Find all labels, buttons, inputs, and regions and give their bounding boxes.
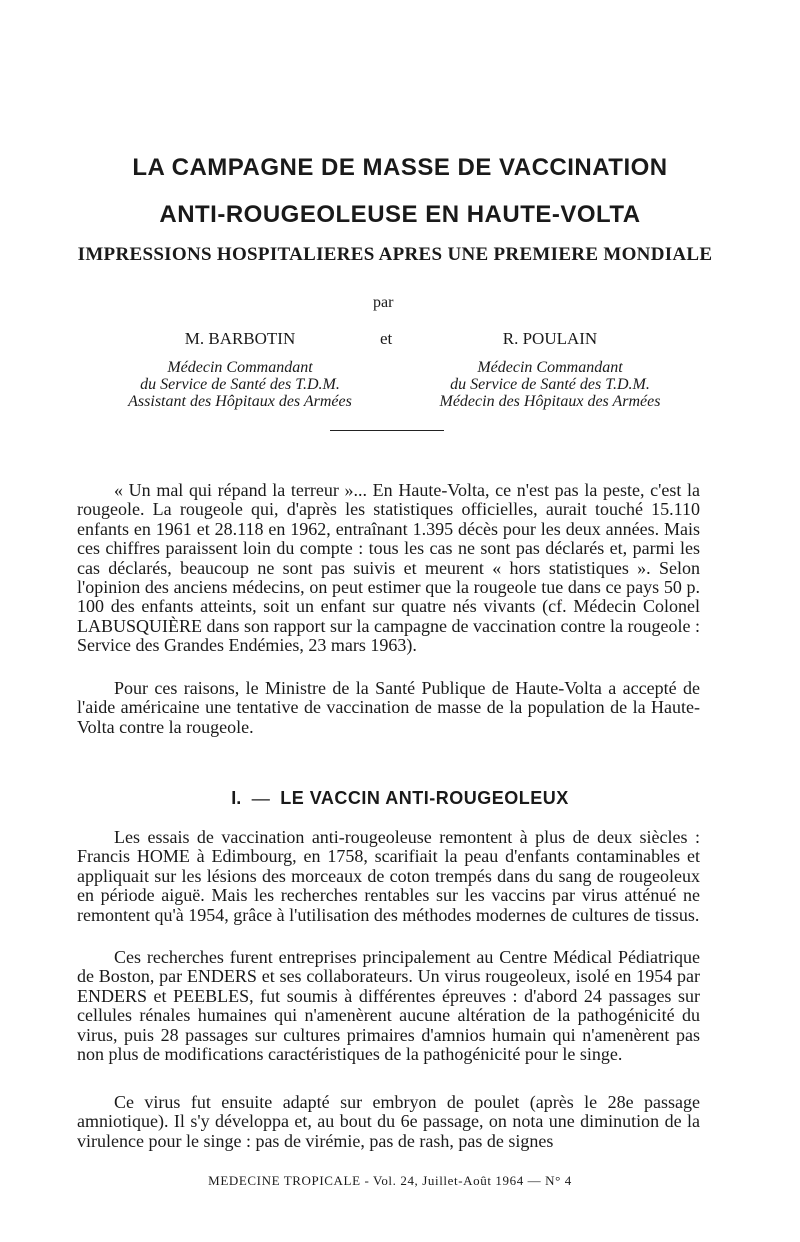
- byline-et: et: [380, 329, 393, 348]
- section-number: I.: [231, 788, 242, 808]
- author-name: M. BARBOTIN: [184, 329, 296, 348]
- section-heading: [0, 788, 800, 809]
- author-role: Médecin Commandant: [477, 359, 623, 376]
- author-role: Médecin Commandant: [167, 359, 313, 376]
- paragraph-research: Ces recherches furent entreprises principalement au Centre Médical Pédiatrique de Boston, par ENDERS et ses collaborateurs. Un virus rougeoleux, isolé en 1954 par ENDERS et PEEBLES, fut soumis à différentes épreuves : d'abord 24 passages sur cellules rénales humaines qui n'amenèrent aucune altération de la pathogénicité du virus, puis 28 passages sur cultures primaires d'amnios humain qui n'amenèrent pas non plus de modifications caractéristiques de la pathogénicité pour le singe.: [77, 947, 700, 1065]
- paragraph-history: Les essais de vaccination anti-rougeoleuse remontent à plus de deux siècles : Francis HOME à Edimbourg, en 1758, scarifiait la peau d'enfants contaminables et appliquait sur les lésions des morceaux de coton trempés dans du sang de rougeoleux en période aiguë. Mais les recherches rentables sur les vaccins par virus atténué ne remontent qu'à 1954, grâce à l'utilisation des méthodes modernes de cultures de tissus.: [77, 827, 700, 925]
- author-role: Assistant des Hôpitaux des Armées: [128, 393, 352, 410]
- section-dash: —: [251, 788, 270, 808]
- author-name: R. POULAIN: [502, 329, 598, 348]
- byline-par: par: [373, 294, 394, 311]
- journal-footer: MEDECINE TROPICALE - Vol. 24, Juillet-Août 1964 — N° 4: [208, 1173, 572, 1188]
- section-title: LE VACCIN ANTI-ROUGEOLEUX: [280, 788, 569, 808]
- subtitle: IMPRESSIONS HOSPITALIERES APRES UNE PREMIERE MONDIALE: [77, 244, 713, 265]
- paragraph-adaptation: Ce virus fut ensuite adapté sur embryon de poulet (après le 28e passage amniotique). Il s'y développa et, au bout du 6e passage, on nota une diminution de la virulence pour le singe : pas de virémie, pas de rash, pas de signes: [77, 1092, 700, 1151]
- author-role: du Service de Santé des T.D.M.: [450, 376, 650, 393]
- title-line-1: LA CAMPAGNE DE MASSE DE VACCINATION: [132, 154, 668, 181]
- author-block-barbotin: [100, 329, 380, 410]
- author-role: Médecin des Hôpitaux des Armées: [439, 393, 661, 410]
- paragraph-reasons: Pour ces raisons, le Ministre de la Santé Publique de Haute-Volta a accepté de l'aide américaine une tentative de vaccination de masse de la population de la Haute-Volta contre la rougeole.: [77, 678, 700, 737]
- author-role: du Service de Santé des T.D.M.: [140, 376, 340, 393]
- separator-rule: [330, 430, 444, 431]
- paragraph-intro: « Un mal qui répand la terreur »... En Haute-Volta, ce n'est pas la peste, c'est la rougeole. La rougeole qui, d'après les statistiques officielles, aurait touché 15.110 enfants en 1961 et 28.118 en 1962, entraînant 1.395 décès pour les deux années. Mais ces chiffres paraissent loin du compte : tous les cas ne sont pas déclarés et, parmi les cas déclarés, beaucoup ne sont pas suivis et meurent « hors statistiques ». Selon l'opinion des anciens médecins, on peut estimer que la rougeole tue dans ce pays 50 p. 100 des enfants atteints, soit un enfant sur quatre nés vivants (cf. Médecin Colonel LABUSQUIÈRE dans son rapport sur la campagne de vaccination contre la rougeole : Service des Grandes Endémies, 23 mars 1963).: [77, 480, 700, 656]
- author-block-poulain: [400, 329, 700, 410]
- title-line-2: ANTI-ROUGEOLEUSE EN HAUTE-VOLTA: [159, 201, 641, 228]
